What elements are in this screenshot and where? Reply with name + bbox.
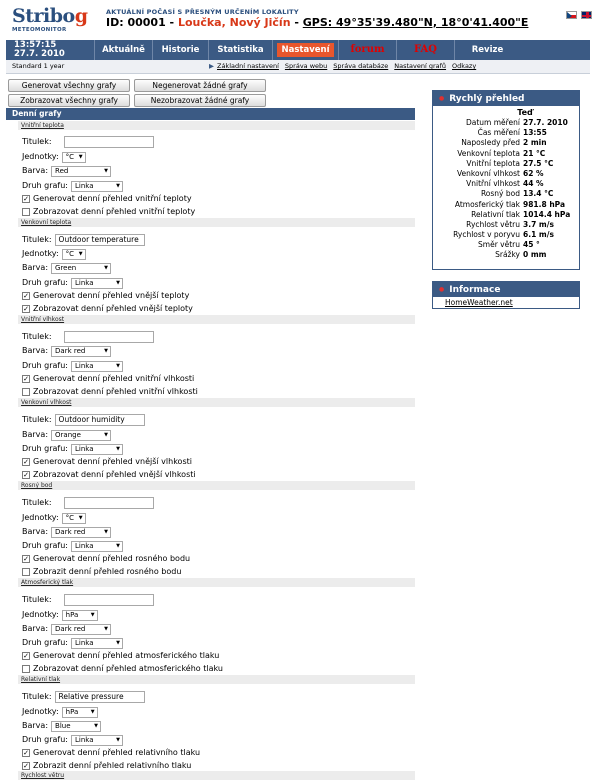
generate-checkbox[interactable]: ✓ bbox=[23, 749, 29, 757]
chart-type-label: Druh grafu: bbox=[22, 361, 68, 370]
quick-overview-title: Rychlý přehled bbox=[449, 94, 525, 104]
group-header-relative-pressure[interactable]: Relativní tlak bbox=[18, 675, 415, 684]
group-header-outdoor-temperature[interactable]: Venkovní teplota bbox=[18, 218, 415, 227]
generate-label: Generovat denní přehled rosného bodu bbox=[33, 554, 191, 563]
chart-type-row bbox=[22, 734, 123, 746]
arrow-right-icon: ▶ bbox=[209, 62, 214, 70]
color-row bbox=[22, 429, 111, 441]
title-row bbox=[22, 691, 145, 703]
color-select[interactable]: Green ▼ bbox=[51, 263, 111, 274]
chart-type-label: Druh grafu: bbox=[22, 444, 68, 453]
quick-row: Rosný bod 13.4 °C bbox=[480, 189, 554, 199]
quick-overview-panel bbox=[432, 90, 580, 270]
show-checkbox[interactable] bbox=[22, 665, 30, 673]
title-input[interactable]: Relative pressure bbox=[55, 691, 145, 703]
group-header-dew-point[interactable]: Rosný bod bbox=[18, 481, 415, 490]
settings-links bbox=[209, 62, 482, 70]
homeweather-link[interactable]: HomeWeather.net bbox=[445, 298, 513, 307]
color-select[interactable]: Orange ▼ bbox=[51, 430, 111, 441]
bullet-icon: ● bbox=[439, 286, 445, 293]
generate-row bbox=[22, 650, 219, 662]
title-row bbox=[22, 414, 145, 426]
units-label: Jednotky: bbox=[22, 152, 59, 161]
chart-type-select[interactable]: Linka ▼ bbox=[71, 181, 123, 192]
generate-label: Generovat denní přehled vnější teploty bbox=[33, 291, 190, 300]
info-title: Informace bbox=[449, 285, 501, 295]
color-row bbox=[22, 345, 111, 357]
bullet-icon: ● bbox=[439, 95, 445, 102]
color-row bbox=[22, 720, 101, 732]
section-daily-charts: Denní grafy bbox=[6, 108, 415, 120]
title-label: Titulek: bbox=[22, 692, 52, 701]
header bbox=[0, 0, 600, 38]
generate-checkbox[interactable]: ✓ bbox=[23, 652, 29, 660]
generate-label: Generovat denní přehled atmosferického tlaku bbox=[33, 651, 220, 660]
group-header-indoor-temperature[interactable]: Vnitřní teplota bbox=[18, 121, 415, 130]
tab-forum[interactable]: forum bbox=[338, 40, 396, 60]
color-select[interactable]: Red ▼ bbox=[51, 166, 111, 177]
quick-row: Venkovní vlhkost 62 % bbox=[456, 168, 544, 178]
show-all-button[interactable]: Zobrazovat všechny grafy bbox=[8, 94, 130, 107]
title-row bbox=[22, 331, 154, 343]
quick-row: Rychlost větru 3.7 m/s bbox=[466, 219, 554, 229]
chart-type-label: Druh grafu: bbox=[22, 541, 68, 550]
generate-all-button[interactable]: Generovat všechny grafy bbox=[8, 79, 130, 92]
generate-label: Generovat denní přehled vnitřní vlhkosti bbox=[33, 374, 195, 383]
title-input[interactable]: Outdoor temperature bbox=[55, 234, 145, 246]
generate-row bbox=[22, 456, 192, 468]
station-location: Loučka, Nový Jičín bbox=[177, 16, 291, 29]
title-input[interactable] bbox=[64, 331, 154, 343]
link-chart-settings[interactable]: Nastavení grafů bbox=[394, 62, 447, 70]
chart-type-label: Druh grafu: bbox=[22, 638, 68, 647]
color-select[interactable]: Blue ▼ bbox=[51, 721, 101, 732]
title-row bbox=[22, 136, 154, 148]
tab-statistics[interactable]: Statistika bbox=[208, 40, 272, 60]
show-label: Zobrazovat denní přehled vnější vlhkosti bbox=[33, 470, 196, 479]
chart-type-label: Druh grafu: bbox=[22, 735, 68, 744]
title-input[interactable] bbox=[64, 594, 154, 606]
show-label: Zobrazovat denní přehled vnitřní teploty bbox=[33, 207, 196, 216]
units-label: Jednotky: bbox=[22, 513, 59, 522]
color-label: Barva: bbox=[22, 527, 49, 536]
units-row bbox=[22, 609, 98, 621]
quick-row: Atmosferický tlak 981.8 hPa bbox=[454, 199, 566, 209]
show-row bbox=[22, 303, 193, 315]
generate-label: Generovat denní přehled vnitřní teploty bbox=[33, 194, 192, 203]
color-label: Barva: bbox=[22, 430, 49, 439]
color-select[interactable]: Dark red ▼ bbox=[51, 624, 111, 635]
english-flag-icon[interactable] bbox=[581, 11, 592, 19]
units-label: Jednotky: bbox=[22, 249, 59, 258]
generate-none-button[interactable]: Negenerovat žádné grafy bbox=[134, 79, 266, 92]
quick-row: Čas měření 13:55 bbox=[477, 128, 547, 138]
title-input[interactable] bbox=[64, 497, 154, 509]
group-header-indoor-humidity[interactable]: Vnitřní vlhkost bbox=[18, 315, 415, 324]
info-panel bbox=[432, 281, 580, 309]
generate-row bbox=[22, 290, 189, 302]
chart-type-select[interactable]: Linka ▼ bbox=[71, 361, 123, 372]
units-row bbox=[22, 248, 86, 260]
link-web-admin[interactable]: Správa webu bbox=[284, 62, 328, 70]
color-label: Barva: bbox=[22, 624, 49, 633]
color-row bbox=[22, 526, 111, 538]
group-header-outdoor-humidity[interactable]: Venkovní vlhkost bbox=[18, 398, 415, 407]
generate-checkbox[interactable]: ✓ bbox=[23, 458, 29, 466]
chart-type-row bbox=[22, 443, 123, 455]
units-label: Jednotky: bbox=[22, 610, 59, 619]
color-label: Barva: bbox=[22, 346, 49, 355]
generate-checkbox[interactable]: ✓ bbox=[23, 555, 29, 563]
czech-flag-icon[interactable] bbox=[566, 11, 577, 19]
language-switcher bbox=[566, 11, 592, 19]
color-row bbox=[22, 623, 111, 635]
show-checkbox[interactable] bbox=[22, 208, 30, 216]
color-label: Barva: bbox=[22, 263, 49, 272]
current-time: 13:57:15 bbox=[14, 40, 57, 50]
quick-row: Relativní tlak 1014.4 hPa bbox=[471, 209, 571, 219]
chart-type-select[interactable]: Linka ▼ bbox=[71, 278, 123, 289]
color-select[interactable]: Dark red ▼ bbox=[51, 527, 111, 538]
title-row bbox=[22, 594, 154, 606]
quick-row: Rychlost v poryvu 6.1 m/s bbox=[453, 230, 554, 240]
generate-row bbox=[22, 373, 194, 385]
show-checkbox[interactable] bbox=[22, 388, 30, 396]
tab-current[interactable]: Aktuálně bbox=[94, 40, 152, 60]
show-checkbox[interactable] bbox=[22, 568, 30, 576]
title-label: Titulek: bbox=[22, 415, 52, 424]
title-input[interactable] bbox=[64, 136, 154, 148]
quick-row: Vnitřní vlhkost 44 % bbox=[466, 179, 544, 189]
show-row bbox=[22, 386, 198, 398]
quick-overview-header bbox=[433, 91, 579, 106]
chart-type-row bbox=[22, 277, 123, 289]
quick-row: Směr větru 45 ° bbox=[478, 240, 540, 250]
generate-label: Generovat denní přehled relativního tlaku bbox=[33, 748, 201, 757]
profile-name: Standard 1 year bbox=[12, 62, 65, 70]
main-nav bbox=[6, 40, 590, 60]
show-row bbox=[22, 469, 196, 481]
logo-text: Stribo bbox=[12, 5, 75, 27]
logo-subtitle: METEOMONITOR bbox=[12, 27, 67, 33]
station-id: ID: 00001 - bbox=[106, 16, 178, 29]
units-row bbox=[22, 512, 86, 524]
color-label: Barva: bbox=[22, 721, 49, 730]
chart-type-row bbox=[22, 637, 123, 649]
quick-row: Datum měření 27.7. 2010 bbox=[465, 118, 568, 127]
quick-now-label: Teď bbox=[517, 108, 533, 117]
generate-row bbox=[22, 193, 192, 205]
title-label: Titulek: bbox=[22, 137, 52, 146]
link-basic-settings[interactable]: Základní nastavení bbox=[217, 62, 279, 70]
show-checkbox[interactable]: ✓ bbox=[23, 305, 29, 313]
color-row bbox=[22, 262, 111, 274]
generate-row bbox=[22, 747, 200, 759]
show-label: Zobrazovat denní přehled atmosferického tlaku bbox=[33, 664, 223, 673]
units-select[interactable]: hPa ▼ bbox=[62, 707, 98, 718]
generate-row bbox=[22, 553, 190, 565]
units-select[interactable]: °C ▼ bbox=[62, 152, 86, 163]
units-row bbox=[22, 706, 98, 718]
color-label: Barva: bbox=[22, 166, 49, 175]
title-row bbox=[22, 497, 154, 509]
show-label: Zobrazovat denní přehled vnitřní vlhkosti bbox=[33, 387, 198, 396]
info-header bbox=[433, 282, 579, 297]
chart-type-label: Druh grafu: bbox=[22, 278, 68, 287]
title-label: Titulek: bbox=[22, 498, 52, 507]
generate-checkbox[interactable]: ✓ bbox=[23, 292, 29, 300]
show-label: Zobrazit denní přehled rosného bodu bbox=[33, 567, 182, 576]
sub-nav bbox=[6, 60, 590, 74]
color-row bbox=[22, 165, 111, 177]
title-label: Titulek: bbox=[22, 332, 52, 341]
gps-coordinates[interactable]: GPS: 49°35'39.480"N, 18°0'41.400"E bbox=[302, 16, 529, 29]
logo-highlight: g bbox=[74, 5, 88, 27]
show-checkbox[interactable]: ✓ bbox=[23, 471, 29, 479]
tab-faq[interactable]: FAQ bbox=[396, 40, 454, 60]
tagline: AKTUÁLNÍ POČASÍ S PŘESNÝM URČENÍM LOKALITY bbox=[106, 8, 299, 16]
quick-row: Vnitřní teplota 27.5 °C bbox=[466, 158, 554, 168]
chart-type-row bbox=[22, 360, 123, 372]
chart-type-label: Druh grafu: bbox=[22, 181, 68, 190]
link-links[interactable]: Odkazy bbox=[452, 62, 477, 70]
show-row bbox=[22, 206, 195, 218]
show-checkbox[interactable]: ✓ bbox=[23, 762, 29, 770]
chart-type-select[interactable]: Linka ▼ bbox=[71, 444, 123, 455]
units-label: Jednotky: bbox=[22, 707, 59, 716]
show-row bbox=[22, 566, 181, 578]
station-separator: - bbox=[290, 16, 303, 29]
group-header-wind-speed[interactable]: Rychlost větru bbox=[18, 771, 415, 780]
generate-checkbox[interactable]: ✓ bbox=[23, 195, 29, 203]
units-row bbox=[22, 151, 86, 163]
station-info bbox=[106, 16, 528, 29]
quick-row: Venkovní teplota 21 °C bbox=[457, 148, 546, 158]
generate-label: Generovat denní přehled vnější vlhkosti bbox=[33, 457, 192, 466]
title-input[interactable]: Outdoor humidity bbox=[55, 414, 145, 426]
group-header-atmospheric-pressure[interactable]: Atmosferický tlak bbox=[18, 578, 415, 587]
quick-row: Naposledy před 2 min bbox=[461, 138, 547, 148]
chart-type-row bbox=[22, 540, 123, 552]
title-row bbox=[22, 234, 145, 246]
chart-type-select[interactable]: Linka ▼ bbox=[71, 638, 123, 649]
show-none-button[interactable]: Nezobrazovat žádné grafy bbox=[134, 94, 266, 107]
link-database-admin[interactable]: Správa databáze bbox=[333, 62, 389, 70]
clock bbox=[12, 40, 92, 60]
show-label: Zobrazit denní přehled relativního tlaku bbox=[33, 761, 192, 770]
show-row bbox=[22, 663, 223, 675]
title-label: Titulek: bbox=[22, 595, 52, 604]
units-select[interactable]: °C ▼ bbox=[62, 513, 86, 524]
chart-type-select[interactable]: Linka ▼ bbox=[71, 735, 123, 746]
chart-type-select[interactable]: Linka ▼ bbox=[71, 541, 123, 552]
tab-settings[interactable]: Nastavení bbox=[272, 40, 338, 60]
units-select[interactable]: hPa ▼ bbox=[62, 610, 98, 621]
chart-type-row bbox=[22, 180, 123, 192]
show-label: Zobrazovat denní přehled vnější teploty bbox=[33, 304, 193, 313]
tab-history[interactable]: Historie bbox=[152, 40, 208, 60]
color-select[interactable]: Dark red ▼ bbox=[51, 346, 111, 357]
current-date: 27.7. 2010 bbox=[14, 49, 65, 59]
tab-revisions[interactable]: Revize bbox=[454, 40, 520, 60]
quick-row: Srážky 0 mm bbox=[495, 250, 547, 260]
title-label: Titulek: bbox=[22, 235, 52, 244]
units-select[interactable]: °C ▼ bbox=[62, 249, 86, 260]
generate-checkbox[interactable]: ✓ bbox=[23, 375, 29, 383]
logo[interactable] bbox=[12, 5, 88, 33]
